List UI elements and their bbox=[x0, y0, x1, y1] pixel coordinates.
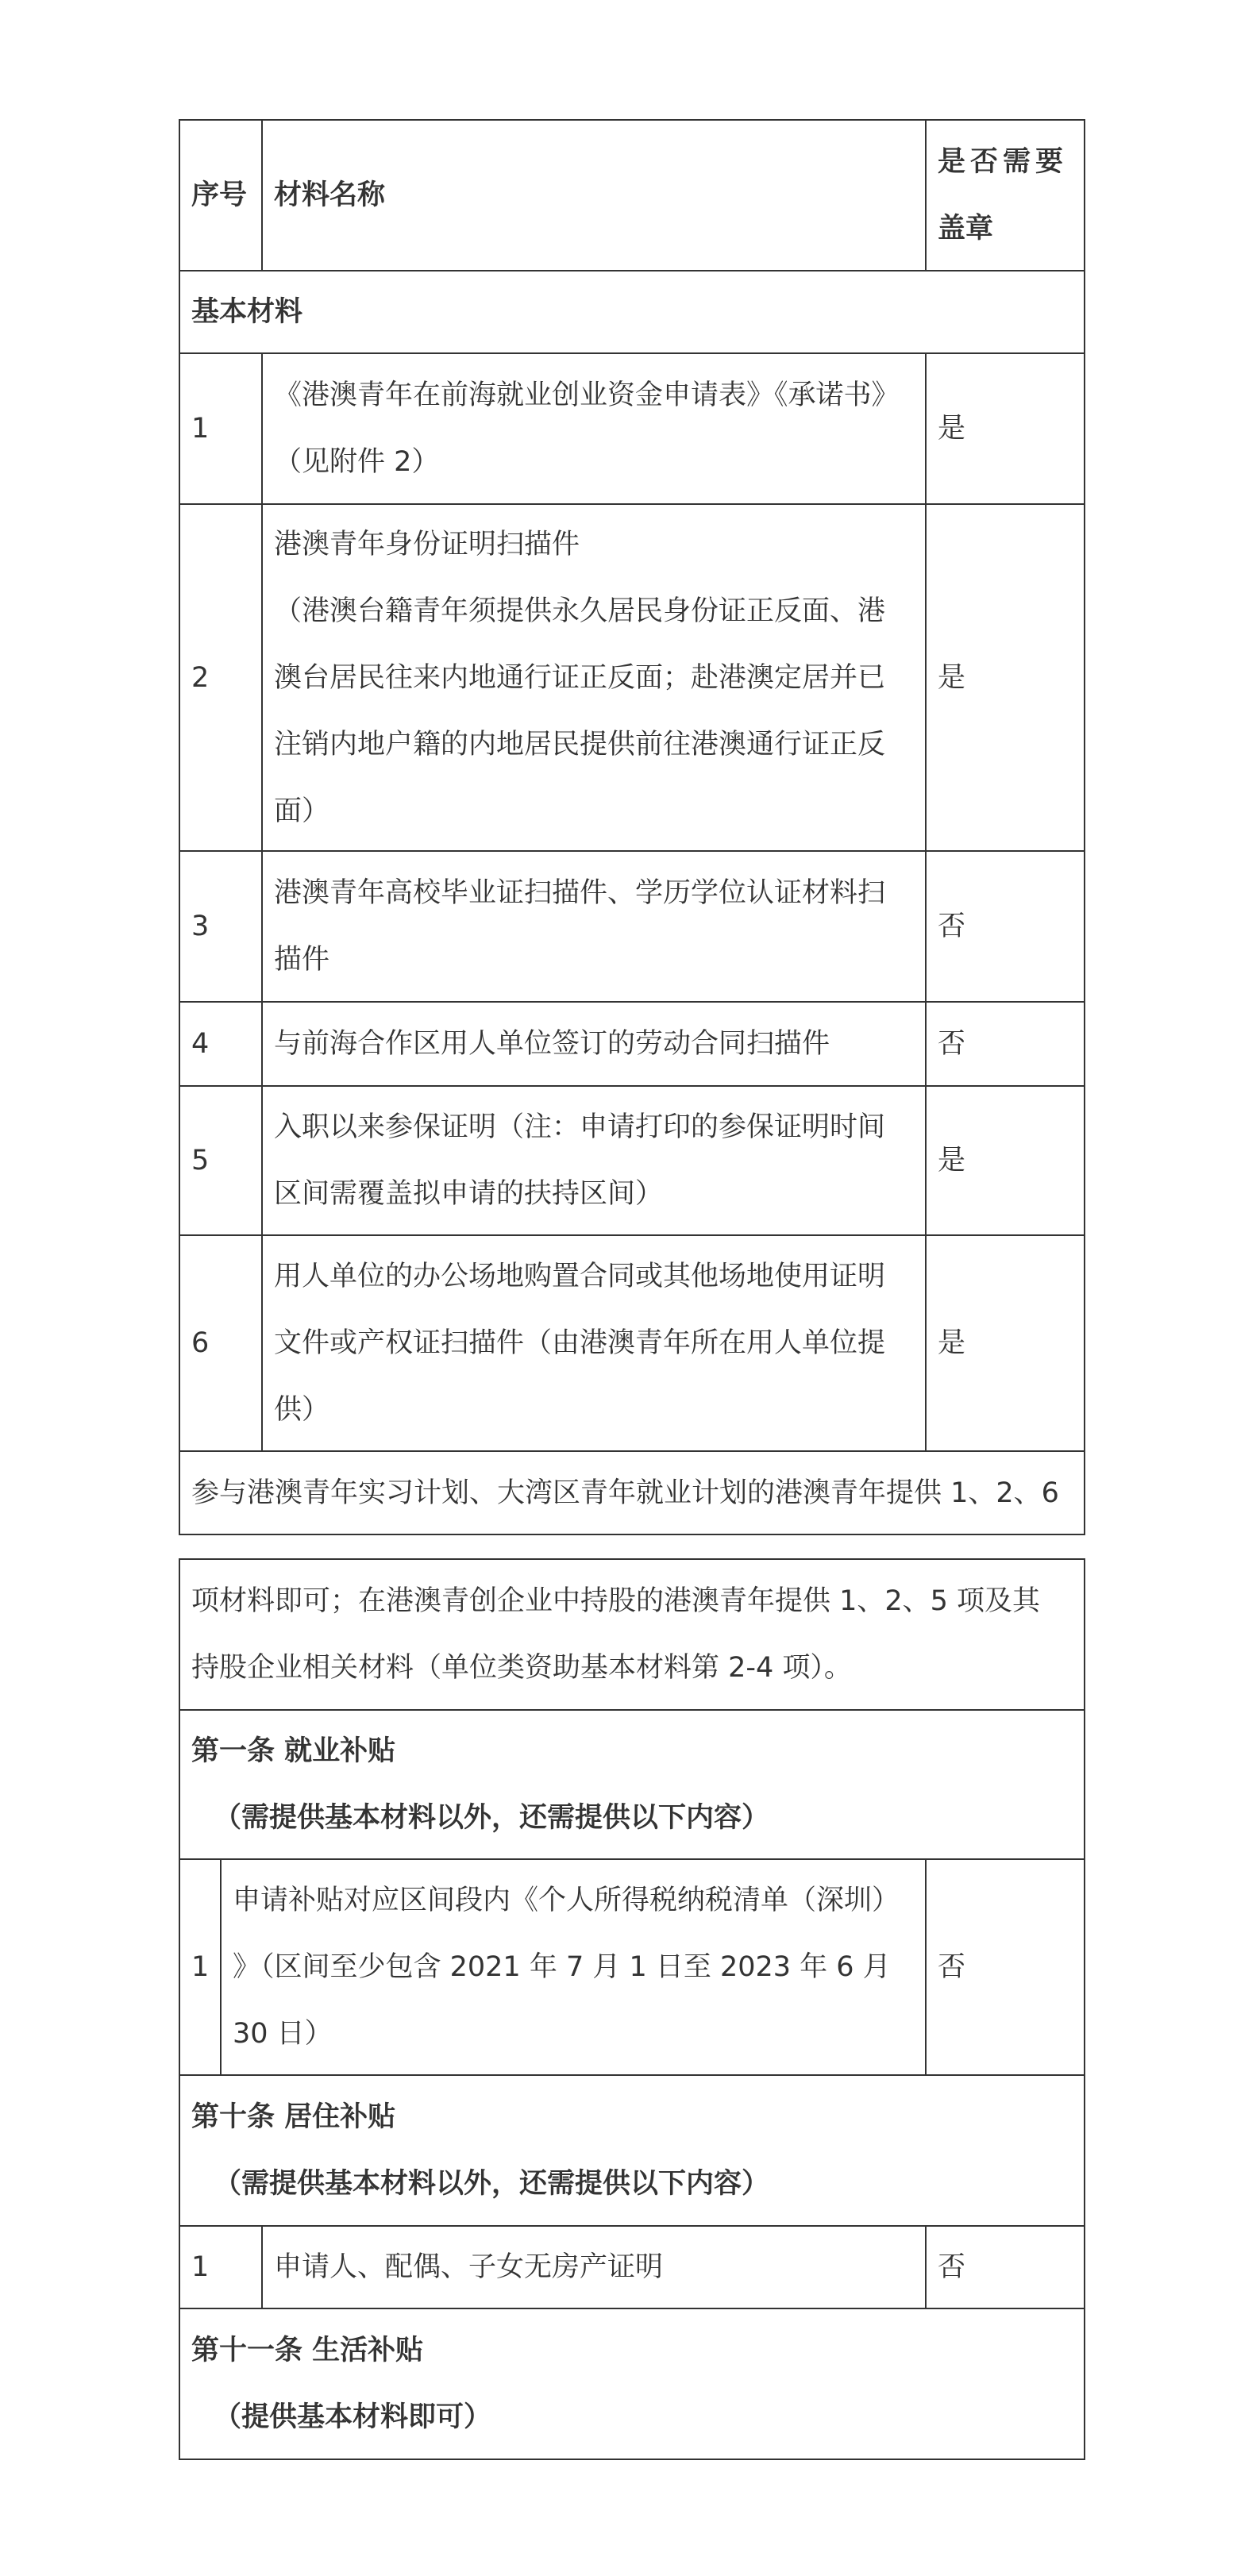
footnote-row bbox=[179, 1451, 1085, 1534]
table-row bbox=[179, 1859, 1085, 2075]
continuation-line: 持股企业相关材料（单位类资助基本材料第 2-4 项）。 bbox=[191, 1652, 852, 1684]
row-name-line: 区间需覆盖拟申请的扶持区间） bbox=[274, 1178, 664, 1210]
row-seal: 是 bbox=[926, 353, 1085, 504]
article-header-row bbox=[179, 2308, 1085, 2459]
table-row bbox=[179, 851, 1085, 1002]
row-name-line: （见附件 2） bbox=[274, 446, 440, 478]
row-no: 4 bbox=[179, 1002, 262, 1086]
row-name-line: 30 日） bbox=[233, 2018, 333, 2050]
row-no: 6 bbox=[179, 1235, 262, 1451]
article-11-header bbox=[179, 2308, 1085, 2459]
article-title: 第十条 居住补贴 bbox=[191, 2101, 396, 2133]
continuation-row bbox=[179, 1559, 1085, 1710]
row-name-line: 《港澳青年在前海就业创业资金申请表》《承诺书》 bbox=[274, 379, 900, 411]
header-seal bbox=[926, 120, 1085, 271]
row-name-line: 面） bbox=[274, 795, 330, 827]
article-10-header bbox=[179, 2075, 1085, 2226]
row-seal: 是 bbox=[926, 1235, 1085, 1451]
row-name bbox=[262, 851, 926, 1002]
row-name-line: 港澳青年高校毕业证扫描件、学历学位认证材料扫 bbox=[274, 877, 886, 909]
row-name-line: 澳台居民往来内地通行证正反面；赴港澳定居并已 bbox=[274, 661, 886, 694]
row-no: 5 bbox=[179, 1086, 262, 1235]
table-row bbox=[179, 2226, 1085, 2308]
table-row bbox=[179, 1002, 1085, 1086]
row-name-line: 描件 bbox=[274, 944, 330, 976]
row-name-line: 供） bbox=[274, 1394, 330, 1426]
footnote-text: 参与港澳青年实习计划、大湾区青年就业计划的港澳青年提供 1、2、6 bbox=[179, 1451, 1085, 1534]
article-subtitle: （需提供基本材料以外，还需提供以下内容） bbox=[214, 1802, 770, 1834]
row-name-line: 用人单位的办公场地购置合同或其他场地使用证明 bbox=[274, 1261, 886, 1292]
row-name: 申请人、配偶、子女无房产证明 bbox=[262, 2226, 926, 2308]
row-name-line: 》（区间至少包含 2021 年 7 月 1 日至 2023 年 6 月 bbox=[233, 1951, 891, 1983]
row-no: 1 bbox=[179, 1859, 221, 2075]
continuation-text bbox=[179, 1559, 1085, 1710]
row-name-line: 港澳青年身份证明扫描件 bbox=[274, 528, 580, 560]
table-header-row bbox=[179, 120, 1085, 271]
row-seal: 否 bbox=[926, 1002, 1085, 1086]
row-name bbox=[262, 1086, 926, 1235]
header-no: 序号 bbox=[179, 120, 262, 271]
row-name-line: 注销内地户籍的内地居民提供前往港澳通行证正反 bbox=[274, 728, 886, 760]
header-seal-line1: 是否需要 bbox=[938, 146, 1069, 178]
table-row bbox=[179, 1086, 1085, 1235]
header-seal-line2: 盖章 bbox=[938, 213, 994, 245]
subsidy-articles-table bbox=[179, 1558, 1085, 2460]
row-name-line: 与前海合作区用人单位签订的劳动合同扫描件 bbox=[274, 1028, 830, 1060]
row-name-line: 入职以来参保证明（注：申请打印的参保证明时间 bbox=[274, 1111, 886, 1143]
article-title: 第一条 就业补贴 bbox=[191, 1735, 396, 1767]
row-name-line: （港澳台籍青年须提供永久居民身份证正反面、港 bbox=[274, 595, 886, 627]
row-seal: 否 bbox=[926, 2226, 1085, 2308]
row-name bbox=[221, 1859, 926, 2075]
row-name bbox=[262, 504, 926, 851]
article-1-header bbox=[179, 1710, 1085, 1859]
row-seal: 否 bbox=[926, 851, 1085, 1002]
article-subtitle: （需提供基本材料以外，还需提供以下内容） bbox=[214, 2168, 770, 2200]
article-subtitle: （提供基本材料即可） bbox=[214, 2401, 492, 2433]
row-seal: 是 bbox=[926, 504, 1085, 851]
article-header-row bbox=[179, 2075, 1085, 2226]
continuation-line: 项材料即可；在港澳青创企业中持股的港澳青年提供 1、2、5 项及其 bbox=[191, 1585, 1041, 1617]
row-name bbox=[262, 1235, 926, 1451]
row-name-line: 文件或产权证扫描件（由港澳青年所在用人单位提 bbox=[274, 1327, 886, 1359]
materials-table bbox=[179, 119, 1085, 1535]
row-name bbox=[262, 353, 926, 504]
table-row bbox=[179, 353, 1085, 504]
table-row bbox=[179, 504, 1085, 851]
row-no: 1 bbox=[179, 353, 262, 504]
row-name bbox=[262, 1002, 926, 1086]
section-row bbox=[179, 271, 1085, 353]
article-header-row bbox=[179, 1710, 1085, 1859]
row-no: 3 bbox=[179, 851, 262, 1002]
row-no: 1 bbox=[179, 2226, 262, 2308]
row-no: 2 bbox=[179, 504, 262, 851]
row-name-line: 申请补贴对应区间段内《个人所得税纳税清单（深圳） bbox=[233, 1885, 900, 1916]
row-seal: 是 bbox=[926, 1086, 1085, 1235]
header-name: 材料名称 bbox=[262, 120, 926, 271]
article-title: 第十一条 生活补贴 bbox=[191, 2335, 424, 2366]
section-basic-title: 基本材料 bbox=[179, 271, 1085, 353]
row-seal: 否 bbox=[926, 1859, 1085, 2075]
table-row bbox=[179, 1235, 1085, 1451]
